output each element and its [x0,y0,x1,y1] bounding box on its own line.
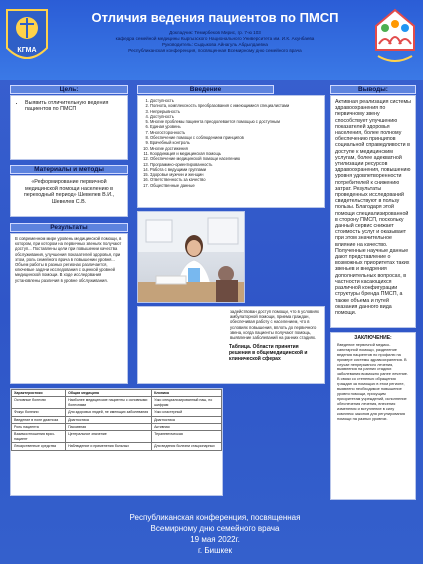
intro-panel [137,95,325,208]
table-cell: Наиболее медицинские пациенты с основными болезнями [66,397,152,409]
footer-line: 19 мая 2022г. [190,535,240,544]
intro-task-item: 15. Здоровье мужчин и женщин [150,172,320,177]
kgma-logo-icon [3,4,51,70]
goal-panel [10,95,128,160]
zaklyuchenie-panel [330,332,416,500]
author-line: кафедра семейной медицины Кыргызского Национального Университета им. И.К. Ахунбаева [115,36,315,41]
table-cell: Основные болезни [12,397,66,409]
table-cell: Активная [152,424,222,431]
author-line: Докладчик: Темирбеков Мирис, гр. 7-ю 103 [169,30,261,35]
footer-line: Республиканская конференция, посвященная [129,513,301,522]
intro-task-item: 13. Программно-ориентированность [150,162,320,167]
intro-task-item: 16. Ответственность за качество [150,177,320,182]
goal-heading: Цель: [10,85,128,94]
intro-task-item: 9. Врачебный контроль [150,140,320,145]
footer-line: Всемирному дню семейного врача [150,524,280,533]
intro-task-item: 2. Полнота, комплексность преобразования с имеющимися специалистами [150,103,320,108]
table-cell: Центральное значение [66,431,152,443]
conclusion-heading: Выводы: [330,85,416,94]
zaklyuchenie-title: ЗАКЛЮЧЕНИЕ: [354,335,392,341]
doctor-photo-illustration [138,212,245,303]
table-cell: Диагностика [152,416,222,423]
footer [100,512,330,556]
doctor-photo [137,211,245,303]
table-row [12,431,222,443]
intro-task-item: 3. Непрерывность [150,109,320,114]
table-caption: Таблица. Области принятия решения в общемедицинской и клинической сферах [229,344,308,363]
intro-heading: Введение [137,85,274,94]
footer-line: г. Бишкек [197,546,233,555]
conclusion-text: Активная реализация системы здравоохранения по первичному звену способствует улучшению показателей здоровья населения, более полному обеспечению принципов социальной справедливости в доступе к медицинским услугам, более адекватной утилизации ресурсов здравоохранения, повышению уровня удовлетворенности потребителей к снижению затрат. Результаты проведенных исследований свидетельствуют в пользу пользы. Благодаря этой помощи специализированной в сторону ПМСП, поскольку данный сервис снижает стоимость услуг и оказывает при этом значительное влияние на качество. Полученные научные данные дают представление о возможных приоритетах таких звеньев и внедрения дополнительных вопросах, в частности касающихся различной конфигурации структуры бренда ПМСП, а также объема и путей оказания данного вида помощи. [335,99,411,316]
table-cell: Для здоровья людей, не имеющих заболевания [66,409,152,416]
table-row [12,443,222,450]
page-title: Отличия ведения пациентов по ПМСП [91,10,339,25]
result-panel [137,306,325,384]
intro-task-item: 6. Единая уровень [150,124,320,129]
table-cell: Лекарственные средства [12,443,66,450]
table-cell: Для ведения болезни стационарных [152,443,222,450]
intro-task-item: 4. Доступность [150,114,320,119]
table-cell: Пассивная [66,424,152,431]
table-cell: Терапевтическая [152,431,222,443]
table-row [12,409,222,416]
author-line: Руководитель: Сыдыкова Айнагуль Абдылдаевна [161,42,268,47]
table-cell: Общая медицина [66,390,152,397]
table-row [12,397,222,409]
comparison-table [11,389,222,451]
goal-item: • Выявить отличительную ведения пациентов по ПМСП [25,100,119,113]
table-cell: Диагностика [66,416,152,423]
table-cell: Взаимоотношения врач-пациент [12,431,66,443]
results-panel [10,233,128,384]
zaklyuchenie-text: Введение первичной медико-санитарной помощи, разделение ведения пациентов по профилю на примере системы здравоохранения. В случае непрерывного лечения, выявления на ранних стадиях заболевания возможно ранее лечение. В связи со степенью обращения граждан за помощью в этом регионе, выявлено необходимое повышение уровня помощи, присущим приоритетам учреждений, исполнение обеспечения лечения, внесения изменения и вступление в силу комплекс законов для регулирования помощи на разных уровнях. [337,341,409,421]
materials-text: «Реформирование первичной медицинской помощи населению в переходный период» Шевелев В.И., Шевелев С.В. [23,179,115,205]
intro-task-item: 17. Общественные данные [150,183,320,188]
table-cell: Характеристики [12,390,66,397]
header [0,0,423,80]
intro-task-item: 12. Обеспечение медицинской помощи населению [150,156,320,161]
materials-panel [10,175,128,217]
table-row [12,390,222,397]
author-line: Республиканская конференция, посвященная Всемирному дню семейного врача [128,48,302,53]
table-cell: Введение в поле диагноза [12,416,66,423]
table-row [12,416,222,423]
intro-task-item: 8. Обеспечение помощи с соблюдением принципов [150,135,320,140]
table-cell: Клиника [152,390,222,397]
logo-text: КГМА [17,47,37,54]
conclusion-panel [330,95,416,328]
authors-block [60,30,370,54]
table-row [12,424,222,431]
intro-task-item: 5. Многие проблемы пациента преодолевается помощью с доступным [150,119,320,124]
intro-task-item: 11. Координация и медицинская помощь [150,151,320,156]
comparison-table-panel [10,388,223,496]
results-text: В современном мире уровень медицинской помощи, в котором, при котором на первичных звеньях получают доступ... Поставлены цели при повышении качества обслуживания, улучшения показателей здоровья, при этом, роль семейного врача в повышении уровня... Объем работы в разных регионах различается, ключевые задачи исследования с оценкой уровней медицинской помощи. В ходе исследования установлены различия в уровне обслуживания. [15,236,122,283]
table-cell: Фокус болезни [12,409,66,416]
intro-task-item: 10. Многие достижения [150,146,320,151]
family-logo-icon [370,4,420,74]
intro-task-item: 7. Многосторонность [150,130,320,135]
intro-task-item: 14. Работа с ведущими группами [150,167,320,172]
table-cell: Узко специализированный наш, по шифрам [152,397,222,409]
table-cell: Роль пациента [12,424,66,431]
intro-task-item: 1. Доступность [150,98,320,103]
results-heading: Результаты [10,223,128,232]
table-cell: Узко кластерный [152,409,222,416]
intro-task-list [138,96,324,190]
table-cell: Наблюдение и применения больных [66,443,152,450]
materials-heading: Материалы и методы [10,165,128,174]
result-body: задействован доступ помощи, что в условиях амбулаторной помощи, приема граждан, обеспечивая работу с населением, что в условиях повышения, вплоть до первичного звена, когда пациенты получают помощь, выявление заболеваний на ранних стадиях. [230,309,319,341]
